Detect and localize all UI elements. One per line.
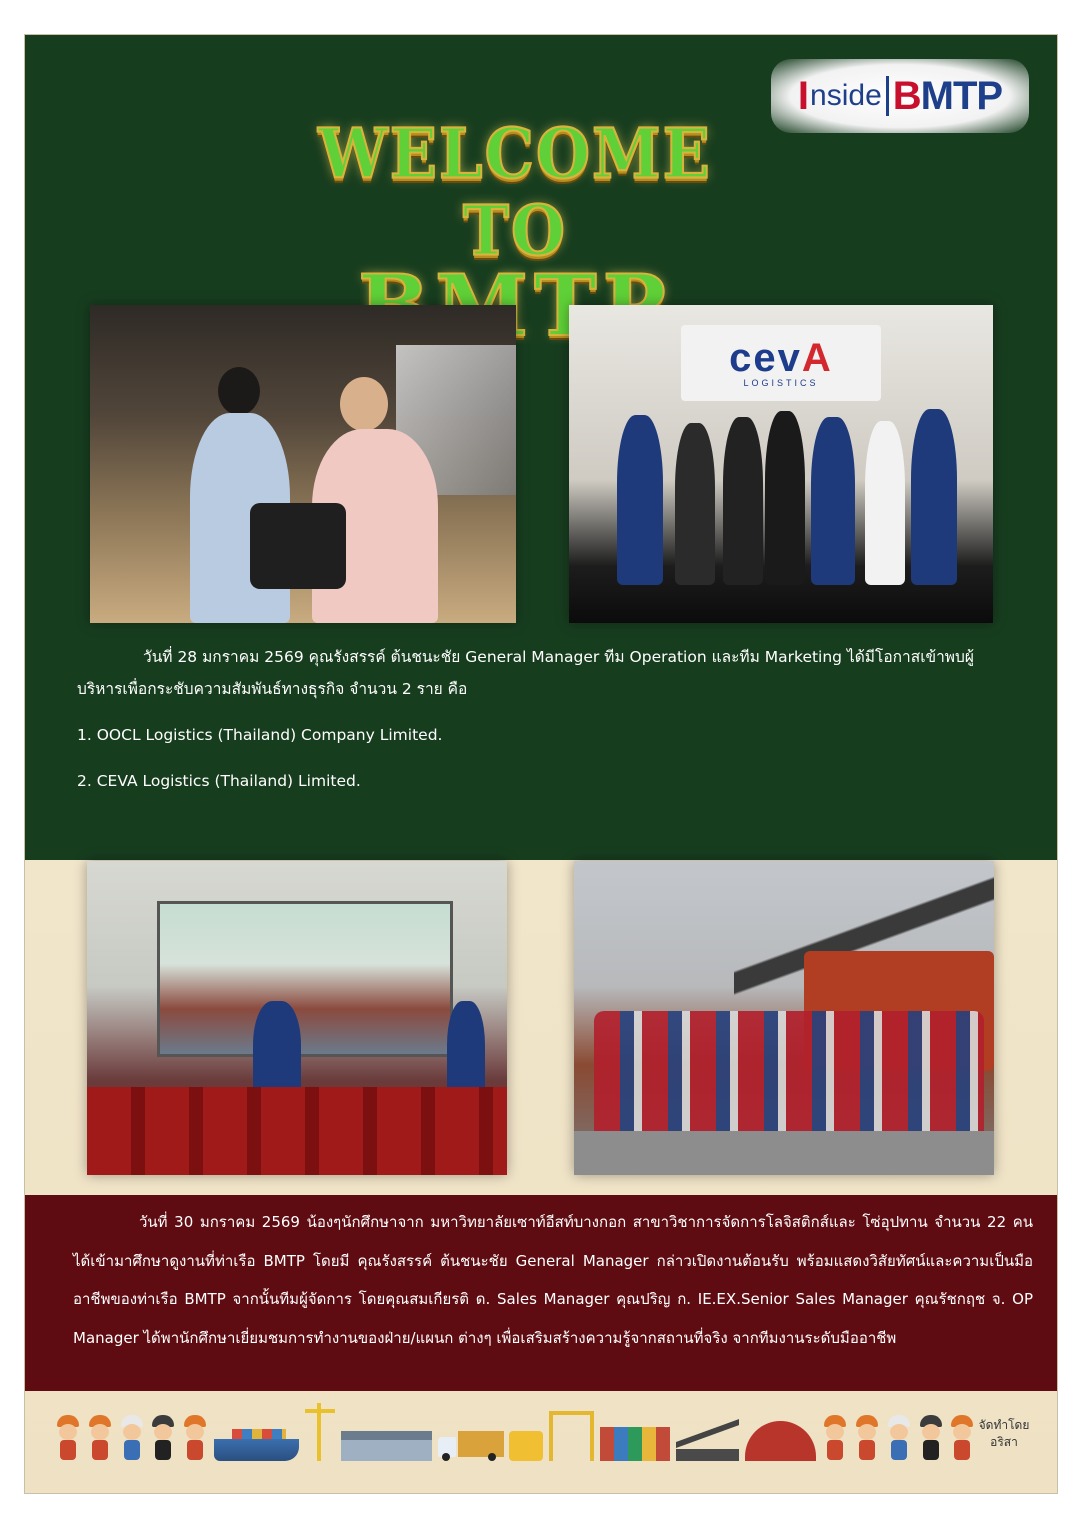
reach-stacker-icon — [676, 1417, 739, 1461]
section2-paragraph: วันที่ 30 มกราคม 2569 น้องๆนักศึกษาจาก มหาวิทยาลัยเซาท์อีสท์บางกอก สาขาวิชาการจัดการโลจิสติกส์และ โซ่อุปทาน จำนวน 22 คน ได้เข้ามาศึกษาดูงานที่ท่าเรือ BMTP โดยมี คุณรังสรรค์ ต้นชนะชัย General Manager กล่าวเปิดงานต้อนรับ พร้อมแสดงวิสัยทัศน์และความเป็นมืออาชีพของท่าเรือ BMTP จากนั้นทีมผู้จัดการ โดยคุณสมเกียรติ ด. Sales Manager คุณปริญ ก. IE.EX.Senior Sales Manager คุณรัชกฤช จ. OP Manager ได้พานักศึกษาเยี่ยมชมการทำงานของฝ่าย/แผนก ต่างๆ เพื่อเสริมสร้างความรู้จากสถานที่จริง จากทีมงานระดับมืออาชีพ — [73, 1213, 1033, 1347]
containers-icon — [600, 1427, 669, 1461]
projector-screen — [157, 901, 453, 1057]
footer-illustration — [55, 1401, 975, 1461]
person — [811, 417, 855, 585]
worker-icon — [182, 1415, 208, 1461]
section1-text — [77, 641, 1017, 797]
person — [865, 421, 905, 585]
worker-icon — [886, 1415, 912, 1461]
person — [675, 423, 715, 585]
section1-paragraph: วันที่ 28 มกราคม 2569 คุณรังสรรค์ ต้นชนะชัย General Manager ทีม Operation และทีม Marketing ได้มีโอกาสเข้าพบผู้บริหารเพื่อกระชับความสัมพันธ์ทางธุรกิจ จำนวน 2 ราย คือ — [77, 648, 974, 698]
inside-bmtp-logo — [771, 59, 1029, 133]
credit-text — [969, 1417, 1039, 1451]
ship-crane-icon — [305, 1403, 335, 1461]
port-gate-icon — [745, 1421, 816, 1461]
photo-port-visit — [574, 861, 994, 1175]
section2-text — [73, 1203, 1033, 1357]
worker-icon — [918, 1415, 944, 1461]
logo-letter: I — [797, 73, 810, 118]
worker-icon — [55, 1415, 81, 1461]
worker-icon — [854, 1415, 880, 1461]
truck-icon — [438, 1431, 503, 1461]
ceva-sub-text: LOGISTICS — [743, 378, 819, 388]
group-of-students — [594, 1011, 984, 1131]
person — [723, 417, 763, 585]
welcome-line-1: WELCOME TO — [318, 113, 712, 272]
credit-line-2: อริสา — [990, 1435, 1018, 1449]
logo-bmtp-text: BMTP — [892, 73, 1003, 118]
warehouse-icon — [341, 1431, 432, 1461]
photo-presentation-room — [87, 861, 507, 1175]
person — [617, 415, 663, 585]
photo-oocl-meeting — [90, 305, 516, 623]
ceva-sign: cevA LOGISTICS — [681, 325, 881, 401]
logo-divider — [886, 76, 889, 116]
container-ship-icon — [214, 1439, 299, 1461]
worker-icon — [150, 1415, 176, 1461]
newsletter-page — [24, 34, 1058, 1494]
person-head — [218, 367, 260, 415]
worker-icon — [119, 1415, 145, 1461]
photo-ceva-visit — [569, 305, 993, 623]
worker-icon — [87, 1415, 113, 1461]
logo-inside-text: nside — [810, 79, 882, 112]
port-ground — [574, 1131, 994, 1175]
person — [911, 409, 957, 585]
person-head — [340, 377, 388, 431]
gift-bag — [250, 503, 346, 589]
audience-students — [87, 1087, 507, 1175]
worker-icon — [822, 1415, 848, 1461]
welcome-banner — [275, 113, 755, 283]
section1-item-2: 2. CEVA Logistics (Thailand) Limited. — [77, 772, 361, 790]
gantry-crane-icon — [549, 1411, 595, 1461]
person — [765, 411, 805, 585]
section1-item-1: 1. OOCL Logistics (Thailand) Company Limited. — [77, 726, 443, 744]
forklift-icon — [509, 1431, 543, 1461]
credit-line-1: จัดทำโดย — [978, 1418, 1030, 1432]
